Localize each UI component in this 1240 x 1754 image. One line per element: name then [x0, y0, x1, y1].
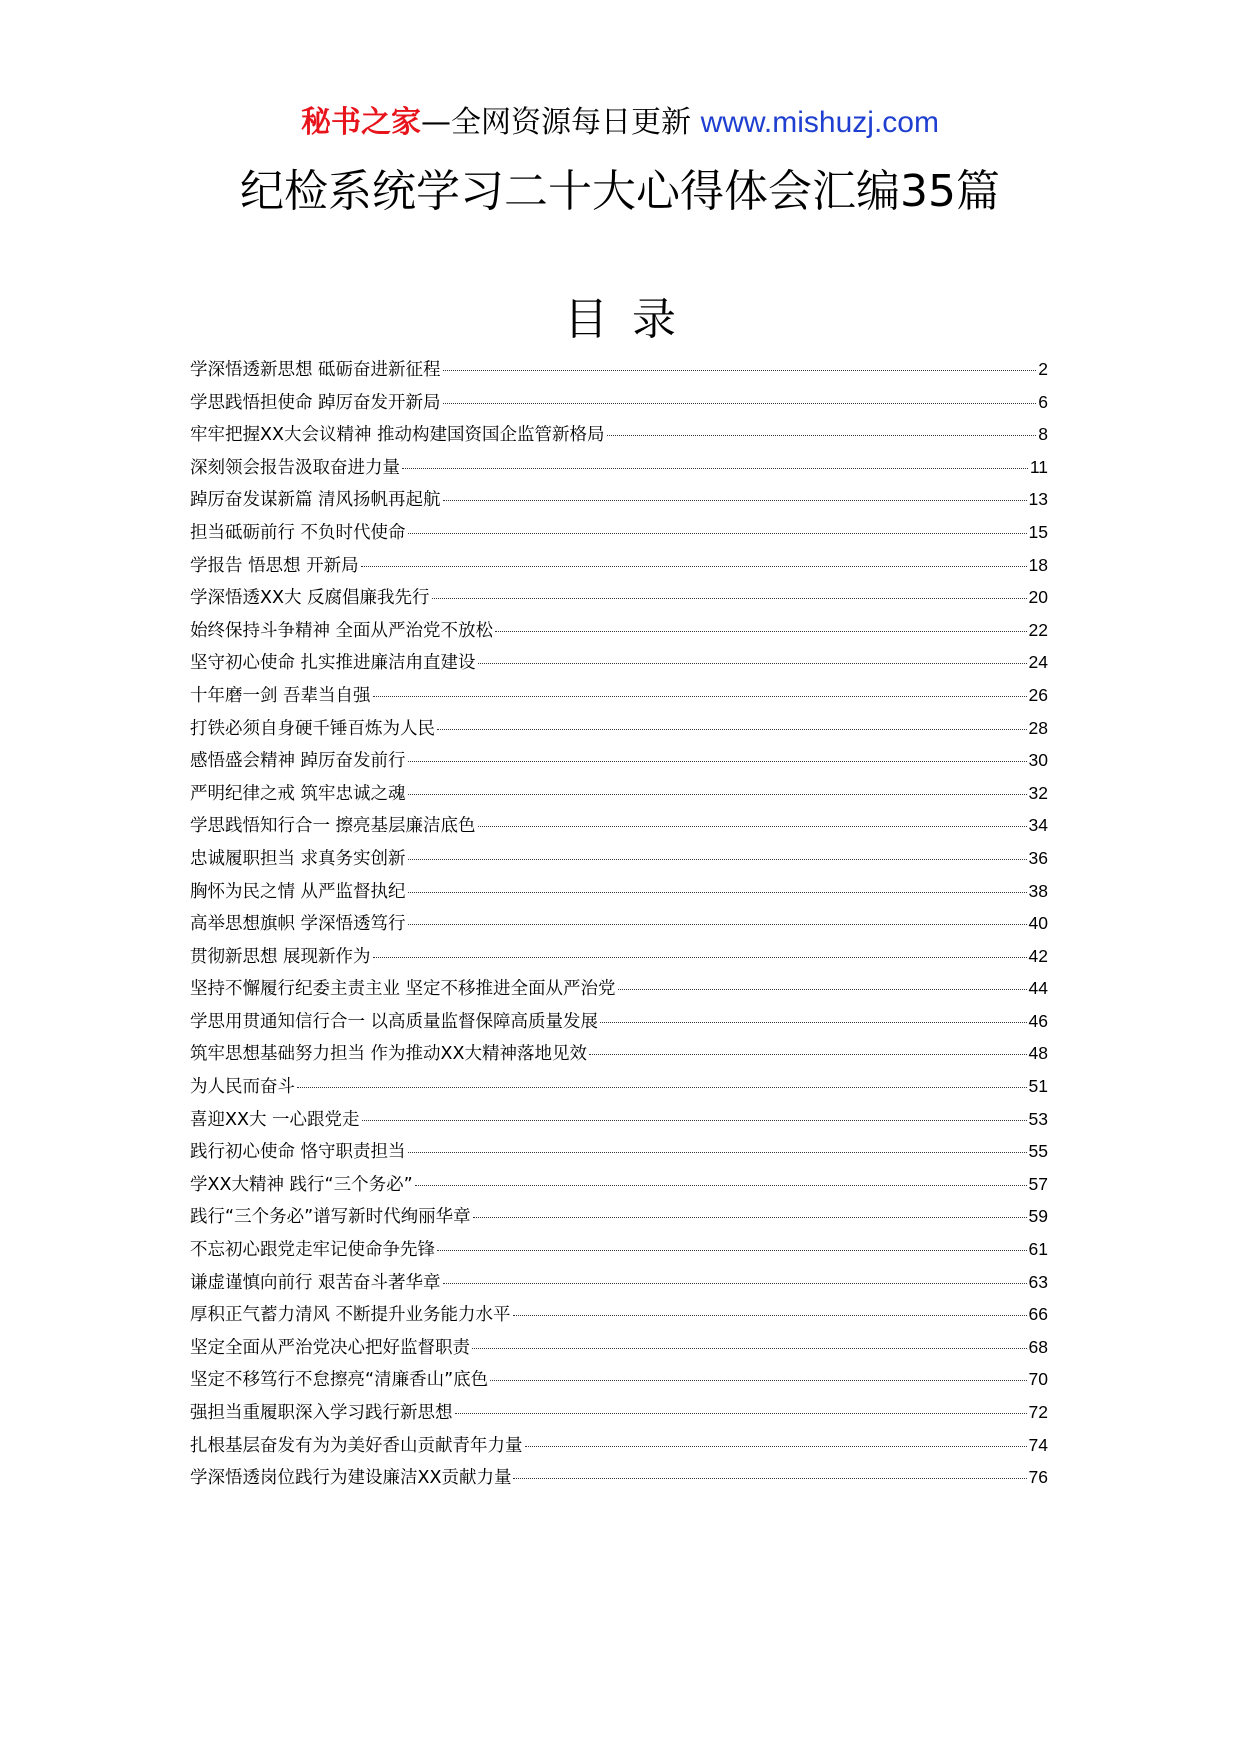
toc-entry-title: 打铁必须自身硬千锤百炼为人民 [190, 718, 435, 739]
toc-entry[interactable] [190, 516, 1048, 549]
toc-entry[interactable] [190, 614, 1048, 647]
toc-leader-dots [490, 1380, 1026, 1381]
toc-leader-dots [478, 663, 1027, 664]
toc-entry-title: 坚持不懈履行纪委主责主业 坚定不移推进全面从严治党 [190, 979, 616, 1000]
toc-entry[interactable] [190, 712, 1048, 745]
toc-entry[interactable] [190, 777, 1048, 810]
toc-entry[interactable] [190, 972, 1048, 1005]
toc-entry[interactable] [190, 483, 1048, 516]
toc-leader-dots [525, 1446, 1027, 1447]
toc-entry[interactable] [190, 907, 1048, 940]
toc-leader-dots [443, 403, 1037, 404]
toc-entry-page-number: 74 [1028, 1434, 1048, 1455]
toc-entry-title: 谦虚谨慎向前行 艰苦奋斗著华章 [190, 1272, 441, 1293]
toc-entry[interactable] [190, 549, 1048, 582]
toc-entry[interactable] [190, 1200, 1048, 1233]
toc-entry-page-number: 24 [1028, 652, 1048, 673]
toc-entry-page-number: 20 [1028, 587, 1048, 608]
toc-entry-page-number: 30 [1028, 750, 1048, 771]
toc-entry-title: 学XX大精神 践行“三个务必” [190, 1174, 413, 1195]
toc-entry[interactable] [190, 1005, 1048, 1038]
toc-entry-title: 学深悟透XX大 反腐倡廉我先行 [190, 588, 430, 609]
toc-entry-title: 践行“三个务必”谱写新时代绚丽华章 [190, 1207, 471, 1228]
toc-leader-dots [432, 598, 1027, 599]
toc-leader-dots [443, 1283, 1027, 1284]
toc-entry[interactable] [190, 1266, 1048, 1299]
toc-entry-title: 喜迎XX大 一心跟党走 [190, 1109, 360, 1130]
toc-entry-title: 坚定全面从严治党决心把好监督职责 [190, 1337, 470, 1358]
toc-leader-dots [408, 892, 1027, 893]
toc-entry[interactable] [190, 940, 1048, 973]
toc-entry-page-number: 70 [1028, 1369, 1048, 1390]
toc-entry-title: 忠诚履职担当 求真务实创新 [190, 848, 406, 869]
toc-leader-dots [361, 566, 1027, 567]
toc-entry[interactable] [190, 875, 1048, 908]
toc-entry-page-number: 57 [1028, 1173, 1048, 1194]
site-url-link[interactable]: www.mishuzj.com [700, 106, 939, 139]
toc-entry[interactable] [190, 1103, 1048, 1136]
toc-heading: 目录 [564, 294, 700, 345]
toc-entry-title: 学深悟透岗位践行为建设廉洁XX贡献力量 [190, 1468, 512, 1489]
toc-entry-title: 踔厉奋发谋新篇 清风扬帆再起航 [190, 490, 441, 511]
toc-leader-dots [408, 761, 1027, 762]
toc-entry[interactable] [190, 1429, 1048, 1462]
toc-entry-title: 胸怀为民之情 从严监督执纪 [190, 881, 406, 902]
toc-entry-title: 扎根基层奋发有为为美好香山贡献青年力量 [190, 1435, 523, 1456]
toc-entry-page-number: 11 [1029, 456, 1048, 477]
toc-leader-dots [495, 631, 1026, 632]
toc-entry-page-number: 6 [1038, 391, 1048, 412]
toc-entry-page-number: 63 [1028, 1271, 1048, 1292]
toc-entry-page-number: 68 [1028, 1336, 1048, 1357]
toc-entry-page-number: 32 [1028, 782, 1048, 803]
toc-leader-dots [408, 924, 1027, 925]
toc-entry-page-number: 44 [1028, 978, 1048, 999]
toc-leader-dots [402, 468, 1028, 469]
toc-leader-dots [589, 1054, 1026, 1055]
toc-entry-page-number: 61 [1028, 1239, 1048, 1260]
toc-entry-page-number: 55 [1028, 1141, 1048, 1162]
toc-entry[interactable] [190, 809, 1048, 842]
toc-entry-title: 始终保持斗争精神 全面从严治党不放松 [190, 620, 494, 641]
toc-leader-dots [408, 794, 1027, 795]
site-slogan: —全网资源每日更新 [421, 105, 701, 140]
toc-entry-page-number: 26 [1028, 684, 1048, 705]
toc-entry[interactable] [190, 744, 1048, 777]
toc-entry-title: 筑牢思想基础努力担当 作为推动XX大精神落地见效 [190, 1044, 588, 1065]
toc-entry-page-number: 13 [1028, 489, 1048, 510]
toc-entry-page-number: 46 [1028, 1010, 1048, 1031]
toc-entry-title: 践行初心使命 恪守职责担当 [190, 1142, 406, 1163]
toc-leader-dots [415, 1185, 1027, 1186]
toc-entry-page-number: 38 [1028, 880, 1048, 901]
toc-entry-page-number: 28 [1028, 717, 1048, 738]
toc-leader-dots [408, 859, 1027, 860]
toc-entry-title: 强担当重履职深入学习践行新思想 [190, 1403, 453, 1423]
toc-entry-page-number: 40 [1028, 913, 1048, 934]
toc-entry-title: 担当砥砺前行 不负时代使命 [190, 522, 406, 543]
toc-entry-page-number: 76 [1028, 1467, 1048, 1488]
toc-leader-dots [513, 1315, 1027, 1316]
toc-entry[interactable] [190, 1363, 1048, 1396]
toc-entry-title: 为人民而奋斗 [190, 1077, 295, 1098]
toc-entry[interactable] [190, 1135, 1048, 1168]
toc-entry-page-number: 48 [1028, 1043, 1048, 1064]
toc-entry-page-number: 8 [1038, 424, 1048, 445]
toc-entry[interactable] [190, 1233, 1048, 1266]
toc-leader-dots [607, 435, 1037, 436]
toc-entry-title: 学思践悟知行合一 擦亮基层廉洁底色 [190, 816, 476, 837]
toc-leader-dots [362, 1120, 1027, 1121]
toc-entry-title: 学深悟透新思想 砥砺奋进新征程 [190, 360, 441, 380]
toc-entry-title: 厚积正气蓄力清风 不断提升业务能力水平 [190, 1305, 511, 1326]
toc-entry[interactable] [190, 353, 1048, 386]
toc-leader-dots [443, 370, 1037, 371]
toc-entry-page-number: 53 [1028, 1108, 1048, 1129]
toc-entry[interactable] [190, 842, 1048, 875]
toc-entry-page-number: 42 [1028, 945, 1048, 966]
toc-entry-title: 学报告 悟思想 开新局 [190, 555, 359, 576]
toc-entry[interactable] [190, 1070, 1048, 1103]
toc-entry-title: 学思用贯通知信行合一 以高质量监督保障高质量发展 [190, 1011, 599, 1032]
toc-entry-title: 十年磨一剑 吾辈当自强 [190, 685, 371, 706]
site-header [0, 98, 1240, 148]
toc-entry-page-number: 72 [1028, 1402, 1048, 1422]
toc-entry-title: 坚定不移笃行不怠擦亮“清廉香山”底色 [190, 1370, 489, 1391]
toc-entry[interactable] [190, 1396, 1048, 1429]
toc-leader-dots [472, 1348, 1027, 1349]
toc-entry-page-number: 51 [1028, 1076, 1048, 1097]
toc-leader-dots [600, 1022, 1026, 1023]
toc-entry-title: 牢牢把握XX大会议精神 推动构建国资国企监管新格局 [190, 425, 605, 446]
toc-entry-page-number: 2 [1038, 359, 1048, 379]
site-brand: 秘书之家 [301, 105, 422, 140]
toc-entry-title: 坚守初心使命 扎实推进廉洁甪直建设 [190, 653, 476, 674]
toc-entry[interactable] [190, 646, 1048, 679]
toc-entry[interactable] [190, 1298, 1048, 1331]
toc-entry-title: 高举思想旗帜 学深悟透笃行 [190, 914, 406, 935]
toc-entry[interactable] [190, 418, 1048, 451]
toc-entry[interactable] [190, 1037, 1048, 1070]
toc-leader-dots [373, 696, 1027, 697]
toc-entry-title: 不忘初心跟党走牢记使命争先锋 [190, 1240, 435, 1261]
toc-entry-title: 深刻领会报告汲取奋进力量 [190, 457, 400, 478]
table-of-contents [190, 353, 1048, 1494]
toc-entry[interactable] [190, 1331, 1048, 1364]
toc-entry-title: 贯彻新思想 展现新作为 [190, 946, 371, 967]
toc-entry-page-number: 34 [1028, 815, 1048, 836]
toc-entry[interactable] [190, 1461, 1048, 1494]
toc-leader-dots [513, 1478, 1026, 1479]
toc-leader-dots [473, 1217, 1027, 1218]
toc-leader-dots [437, 729, 1027, 730]
toc-entry-title: 感悟盛会精神 踔厉奋发前行 [190, 751, 406, 772]
toc-leader-dots [408, 1152, 1027, 1153]
toc-entry-title: 严明纪律之戒 筑牢忠诚之魂 [190, 783, 406, 804]
toc-entry-title: 学思践悟担使命 踔厉奋发开新局 [190, 392, 441, 413]
toc-entry-page-number: 15 [1028, 521, 1048, 542]
toc-leader-dots [455, 1413, 1027, 1414]
document-title: 纪检系统学习二十大心得体会汇编35篇 [240, 166, 1000, 217]
toc-entry[interactable] [190, 1168, 1048, 1201]
toc-leader-dots [478, 826, 1027, 827]
toc-entry[interactable] [190, 679, 1048, 712]
toc-leader-dots [373, 957, 1027, 958]
toc-entry-page-number: 22 [1028, 619, 1048, 640]
toc-entry[interactable] [190, 386, 1048, 419]
toc-entry[interactable] [190, 451, 1048, 484]
toc-leader-dots [437, 1250, 1027, 1251]
toc-leader-dots [408, 533, 1027, 534]
toc-entry-page-number: 66 [1028, 1304, 1048, 1325]
toc-entry-page-number: 36 [1028, 847, 1048, 868]
toc-entry-page-number: 59 [1028, 1206, 1048, 1227]
toc-entry[interactable] [190, 581, 1048, 614]
toc-leader-dots [297, 1087, 1027, 1088]
toc-leader-dots [618, 989, 1027, 990]
toc-entry-page-number: 18 [1028, 554, 1048, 575]
toc-leader-dots [443, 500, 1027, 501]
